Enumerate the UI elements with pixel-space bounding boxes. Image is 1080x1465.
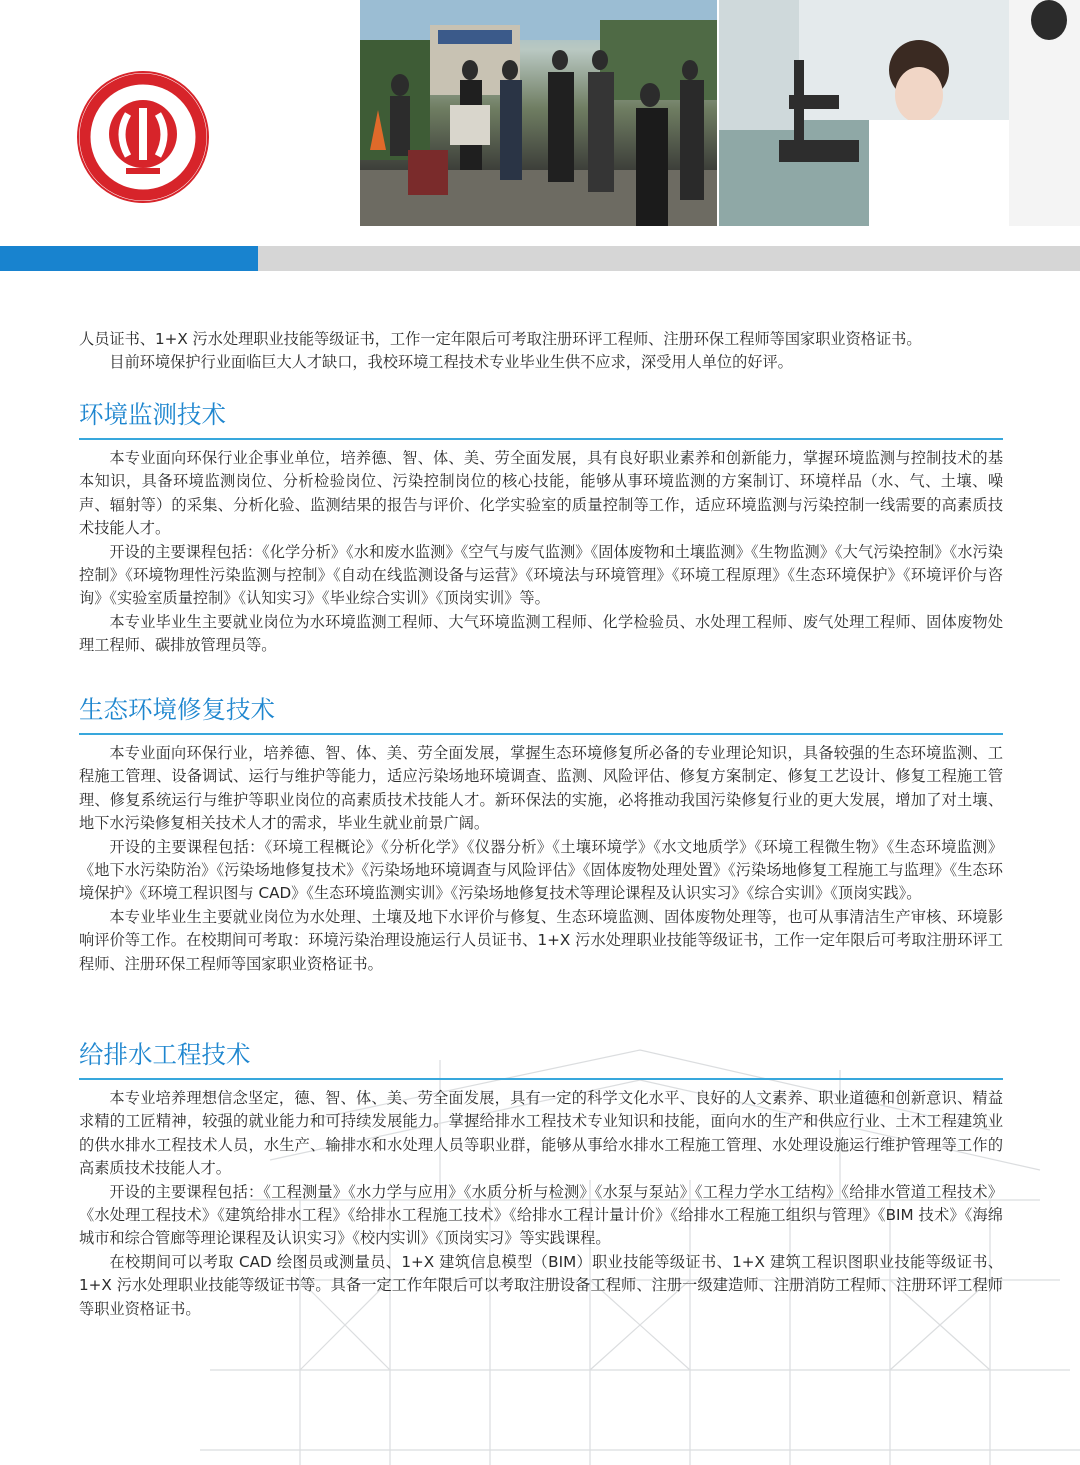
header-divider-bar [258, 246, 1080, 271]
section-rule [79, 438, 1003, 440]
section-environment-monitoring [79, 400, 1003, 658]
section-paragraph: 开设的主要课程包括：《环境工程概论》《分析化学》《仪器分析》《土壤环境学》《水文地质学》《环境工程微生物》《生态环境监测》《地下水污染防治》《污染场地修复技术》《污染场地环境调查与风险评估》《固体废物处理处置》《污染场地修复工程施工与监理》《生态环境保护》《环境工程识图与 CAD》《生态环境监测实训》《污染场地修复技术等理论课程及认识实习》《综合实训》《顶岗实践》。 [79, 837, 1003, 903]
section-title: 环境监测技术 [79, 400, 226, 429]
section-paragraph: 本专业毕业生主要就业岗位为水处理、土壤及地下水评价与修复、生态环境监测、固体废物处理等，也可从事清洁生产审核、环境影响评价等工作。在校期间可考取：环境污染治理设施运行人员证书、1+X 污水处理职业技能等级证书，工作一定年限后可考取注册环评工程师、注册环保工程师等国家职业资格证书。 [79, 907, 1003, 973]
section-paragraph: 开设的主要课程包括：《化学分析》《水和废水监测》《空气与废气监测》《固体废物和土壤监测》《生物监测》《大气污染控制》《水污染控制》《环境物理性污染监测与控制》《自动在线监测设备与运营》《环境法与环境管理》《环境工程原理》《生态环境保护》《环境评价与咨询》《实验室质量控制》《认知实习》《毕业综合实训》《顶岗实训》等。 [79, 542, 1003, 608]
section-rule [79, 1078, 1003, 1080]
section-paragraph: 开设的主要课程包括：《工程测量》《水力学与应用》《水质分析与检测》《水泵与泵站》《工程力学水工结构》《给排水管道工程技术》《水处理工程技术》《建筑给排水工程》《给排水工程施工技术》《给排水工程计量计价》《给排水工程施工组织与管理》《BIM 技术》《海绵城市和综合管廊等理论课程及认识实习》《校内实训》《顶岗实习》等实践课程。 [79, 1182, 1003, 1248]
intro-paragraph: 人员证书、1+X 污水处理职业技能等级证书，工作一定年限后可考取注册环评工程师、注册环保工程师等国家职业资格证书。 [79, 330, 922, 348]
intro-paragraph: 目前环境保护行业面临巨大人才缺口，我校环境工程技术专业毕业生供不应求，深受用人单位的好评。 [109, 353, 793, 372]
section-paragraph: 在校期间可以考取 CAD 绘图员或测量员、1+X 建筑信息模型（BIM）职业技能等级证书、1+X 建筑工程识图职业技能等级证书、1+X 污水处理职业技能等级证书等。具备一定工作年限后可以考取注册设备工程师、注册一级建造师、注册消防工程师、注册环评工程师等职业资格证书。 [79, 1252, 1003, 1318]
microscope-lab-photo [719, 0, 1080, 226]
intro-block [79, 328, 1003, 375]
section-paragraph: 本专业面向环保行业企事业单位，培养德、智、体、美、劳全面发展，具有良好职业素养和创新能力，掌握环境监测与控制技术的基本知识，具备环境监测岗位、分析检验岗位、污染控制岗位的核心技能，能够从事环境监测的方案制订、环境样品（水、气、土壤、噪声、辐射等）的采集、分析化验、监测结果的报告与评价、化学实验室的质量控制等工作，适应环境监测与污染控制一线需要的高素质技术技能人才。 [79, 449, 1003, 538]
section-title: 给排水工程技术 [79, 1040, 251, 1069]
students-field-photo [360, 0, 717, 226]
college-logo-icon [76, 70, 210, 204]
section-ecological-restoration [79, 695, 1003, 976]
section-paragraph: 本专业毕业生主要就业岗位为水环境监测工程师、大气环境监测工程师、化学检验员、水处理工程师、废气处理工程师、固体废物处理工程师、碳排放管理员等。 [79, 612, 1003, 655]
header-accent-bar [0, 246, 258, 271]
section-paragraph: 本专业面向环保行业，培养德、智、体、美、劳全面发展，掌握生态环境修复所必备的专业理论知识，具备较强的生态环境监测、工程施工管理、设备调试、运行与维护等能力，适应污染场地环境调查、监测、风险评估、修复方案制定、修复工艺设计、修复工程施工管理、修复系统运行与维护等职业岗位的高素质技术技能人才。新环保法的实施，必将推动我国污染修复行业的更大发展，增加了对土壤、地下水污染修复相关技术人才的需求，毕业生就业前景广阔。 [79, 744, 1003, 833]
section-water-supply-drainage [79, 1040, 1003, 1321]
page-header [0, 0, 1080, 226]
section-rule [79, 733, 1003, 735]
section-title: 生态环境修复技术 [79, 695, 275, 724]
section-paragraph: 本专业培养理想信念坚定，德、智、体、美、劳全面发展，具有一定的科学文化水平、良好的人文素养、职业道德和创新意识、精益求精的工匠精神，较强的就业能力和可持续发展能力。掌握给排水工程技术专业知识和技能，面向水的生产和供应行业、土木工程建筑业的供水排水工程技术人员，水生产、输排水和水处理人员等职业群，能够从事给水排水工程施工管理、水处理设施运行维护管理等工作的高素质技术技能人才。 [79, 1089, 1003, 1178]
